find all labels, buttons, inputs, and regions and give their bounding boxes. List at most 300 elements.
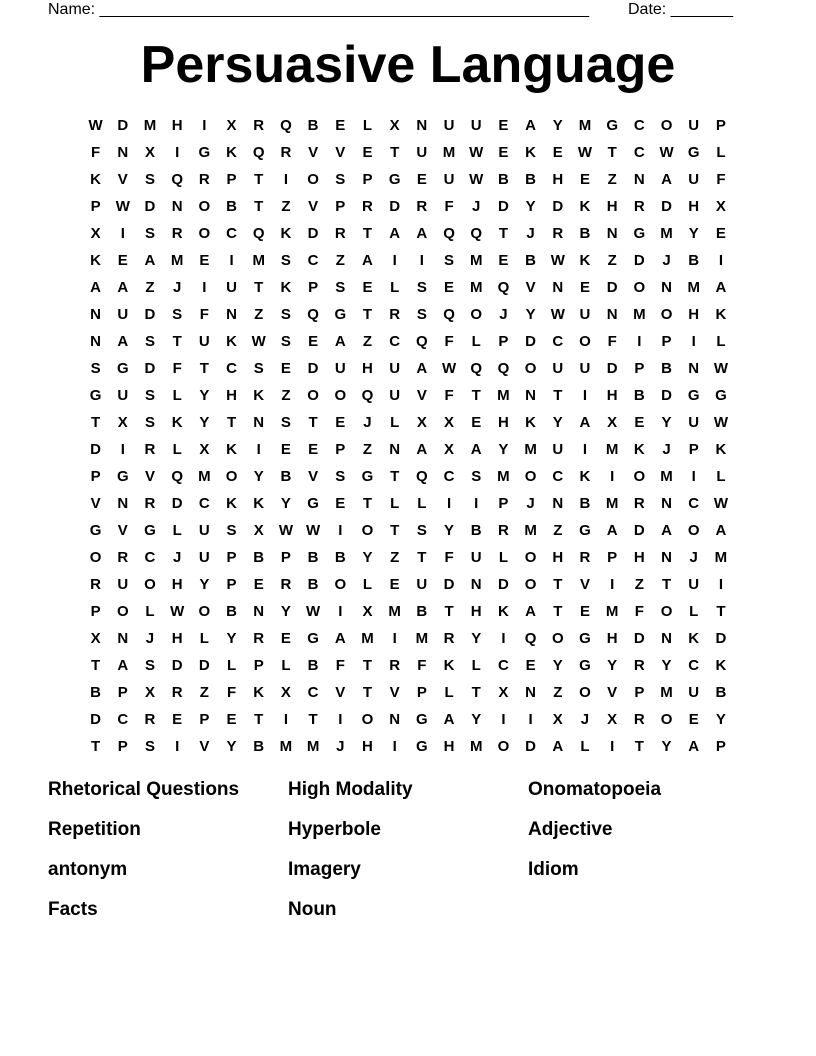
grid-letter: T [417,549,427,566]
grid-letter: D [633,252,645,269]
grid-letter: N [117,495,129,512]
grid-letter: N [606,306,618,323]
grid-letter: X [416,414,427,431]
grid-letter: P [117,738,128,755]
grid-letter: Y [498,441,509,458]
grid-letter: U [443,171,455,188]
grid-letter: J [145,630,155,647]
grid-letter: O [144,576,156,593]
grid-row [82,490,735,517]
date-field[interactable]: Date: _______ [628,1,733,18]
grid-letter: O [225,468,238,485]
grid-letter: J [172,279,182,296]
grid-letter: S [226,522,237,539]
grid-letter: D [307,360,319,377]
grid-letter: E [498,117,509,134]
grid-letter: F [444,549,454,566]
grid-letter: U [579,306,591,323]
grid-letter: G [307,630,319,647]
grid-letter: F [91,144,101,161]
grid-letter: R [144,441,156,458]
grid-letter: H [552,171,564,188]
grid-letter: O [361,522,374,539]
grid-letter: F [199,306,209,323]
grid-letter: V [335,144,346,161]
grid-letter: I [718,576,723,593]
grid-letter: T [254,171,264,188]
grid-letter: U [443,117,455,134]
grid-letter: G [633,225,646,242]
grid-letter: C [552,333,564,350]
grid-letter: C [552,468,564,485]
grid-letter: M [442,144,456,161]
grid-letter: F [444,387,454,404]
grid-letter: H [171,117,183,134]
grid-letter: K [633,441,645,458]
grid-letter: V [525,279,536,296]
grid-letter: M [170,252,184,269]
grid-letter: T [362,306,373,323]
grid-letter: T [308,414,318,431]
grid-letter: O [551,630,564,647]
grid-letter: V [144,468,155,485]
word-list-column-2 [288,778,413,938]
grid-letter: E [308,441,319,458]
grid-letter: D [171,495,183,512]
grid-letter: S [144,225,155,242]
grid-letter: T [444,603,454,620]
grid-letter: K [579,252,591,269]
grid-letter: N [90,333,102,350]
grid-letter: L [172,387,182,404]
grid-letter: Y [199,414,210,431]
grid-letter: D [606,279,618,296]
grid-letter: R [633,711,645,728]
grid-letter: I [392,738,397,755]
grid-row [82,463,735,490]
grid-letter: I [528,711,533,728]
grid-letter: H [470,603,482,620]
word-item: Facts [48,899,98,920]
grid-letter: H [171,630,183,647]
grid-letter: P [90,198,101,215]
grid-letter: E [471,414,482,431]
grid-letter: E [389,576,400,593]
grid-letter: U [688,117,700,134]
grid-letter: G [89,387,102,404]
grid-letter: B [661,360,672,377]
word-item: antonym [48,859,128,880]
grid-letter: O [660,306,673,323]
grid-letter: C [144,549,156,566]
grid-letter: B [470,522,482,539]
grid-row [82,220,735,247]
grid-letter: R [144,711,156,728]
grid-letter: K [226,441,237,458]
name-field[interactable]: Name: _______________________________________________________ [48,1,589,18]
grid-letter: B [579,225,591,242]
grid-letter: W [441,360,457,377]
grid-letter: Z [281,387,291,404]
grid-letter: C [198,495,210,512]
grid-letter: L [471,333,481,350]
grid-letter: P [90,468,101,485]
grid-letter: I [175,144,180,161]
grid-row [82,679,735,706]
grid-letter: P [226,171,237,188]
grid-letter: D [633,522,645,539]
grid-letter: Q [252,225,265,242]
grid-letter: T [471,684,481,701]
grid-letter: H [362,738,373,755]
grid-letter: I [392,252,397,269]
grid-letter: R [497,522,509,539]
grid-letter: T [661,576,672,593]
grid-letter: B [525,252,537,269]
grid-letter: B [307,549,319,566]
grid-letter: J [172,549,182,566]
grid-letter: A [606,522,618,539]
grid-letter: X [144,684,155,701]
grid-letter: J [526,225,535,242]
grid-letter: R [579,549,591,566]
grid-row [82,166,735,193]
grid-letter: F [417,657,427,674]
grid-letter: S [90,360,101,377]
grid-letter: M [497,387,510,404]
grid-letter: I [338,711,343,728]
grid-letter: F [335,657,345,674]
grid-letter: N [253,414,265,431]
grid-letter: R [334,225,346,242]
grid-letter: G [606,117,618,134]
grid-letter: A [334,630,346,647]
grid-letter: C [117,711,129,728]
grid-letter: A [416,360,428,377]
grid-letter: G [198,144,211,161]
grid-letter: N [226,306,237,323]
grid-letter: A [416,441,428,458]
grid-letter: G [89,522,102,539]
grid-letter: R [171,684,183,701]
grid-letter: E [335,117,346,134]
grid-letter: N [661,495,672,512]
grid-letter: W [306,603,321,620]
grid-letter: Y [525,306,536,323]
grid-letter: A [334,333,346,350]
grid-letter: L [281,657,291,674]
grid-letter: M [415,630,429,647]
grid-letter: Z [607,252,617,269]
grid-letter: T [254,711,264,728]
grid-letter: L [716,333,726,350]
word-item: Adjective [528,819,613,840]
grid-letter: E [226,711,237,728]
grid-letter: Y [199,387,210,404]
grid-letter: W [713,360,728,377]
grid-letter: P [362,171,373,188]
grid-row [82,706,735,733]
grid-letter: U [117,306,129,323]
word-item: Noun [288,899,337,920]
grid-letter: I [256,441,261,458]
grid-letter: W [713,495,728,512]
grid-letter: S [335,468,346,485]
grid-letter: C [497,657,509,674]
grid-letter: O [524,360,537,377]
grid-letter: K [90,171,102,188]
grid-letter: O [307,387,319,404]
grid-letter: G [579,522,591,539]
grid-letter: U [688,684,700,701]
grid-letter: T [607,144,617,161]
grid-letter: T [362,495,373,512]
grid-letter: M [388,603,401,620]
grid-letter: R [416,198,428,215]
grid-letter: P [253,657,264,674]
grid-letter: J [689,549,698,566]
grid-letter: T [634,738,644,755]
grid-letter: A [389,225,401,242]
grid-letter: A [661,522,672,539]
grid-letter: K [525,144,537,161]
grid-letter: E [579,171,590,188]
grid-letter: B [253,549,265,566]
grid-letter: E [280,441,291,458]
grid-letter: Y [280,603,291,620]
grid-letter: G [388,171,401,188]
grid-letter: K [579,468,591,485]
grid-letter: W [550,306,565,323]
grid-letter: N [117,144,129,161]
grid-letter: M [660,684,673,701]
grid-letter: I [338,522,343,539]
grid-letter: M [660,468,673,485]
grid-letter: Q [416,333,428,350]
grid-letter: O [660,603,673,620]
grid-letter: Z [335,252,345,269]
grid-letter: V [416,387,427,404]
grid-row [82,355,735,382]
grid-letter: V [199,738,210,755]
grid-letter: Q [470,360,483,377]
grid-letter: T [91,414,101,431]
grid-letter: K [226,495,237,512]
grid-letter: T [362,657,373,674]
grid-letter: Y [661,414,672,431]
grid-letter: Q [416,468,428,485]
grid-letter: I [338,603,343,620]
grid-letter: Z [254,306,264,323]
grid-letter: S [335,171,346,188]
grid-letter: D [633,630,645,647]
grid-letter: T [172,333,182,350]
grid-letter: P [226,549,237,566]
grid-letter: M [279,738,293,755]
grid-letter: M [143,117,157,134]
grid-letter: R [253,630,265,647]
grid-letter: J [363,414,372,431]
grid-letter: K [253,495,265,512]
grid-letter: Q [252,144,265,161]
grid-letter: E [117,252,128,269]
grid-letter: L [716,144,726,161]
grid-letter: U [416,576,428,593]
grid-letter: E [552,144,563,161]
grid-letter: Q [307,306,319,323]
grid-letter: Y [715,711,726,728]
grid-letter: D [497,198,509,215]
grid-letter: O [660,117,673,134]
grid-letter: B [253,738,265,755]
grid-letter: U [389,360,401,377]
grid-letter: R [280,144,292,161]
grid-letter: D [525,738,537,755]
grid-letter: M [605,603,619,620]
grid-letter: O [579,684,591,701]
grid-letter: D [144,306,156,323]
grid-letter: O [198,225,211,242]
grid-letter: B [688,252,700,269]
grid-letter: W [550,252,565,269]
grid-letter: W [278,522,293,539]
grid-letter: I [610,738,615,755]
grid-row [82,598,735,625]
grid-letter: M [660,225,673,242]
grid-letter: C [633,144,645,161]
grid-letter: D [198,657,210,674]
grid-letter: X [90,225,101,242]
page-title: Persuasive Language [140,36,676,94]
grid-letter: A [416,225,428,242]
grid-letter: U [117,576,129,593]
grid-letter: Q [470,225,483,242]
grid-letter: U [688,171,700,188]
grid-letter: L [444,684,454,701]
grid-letter: I [501,630,506,647]
grid-letter: X [444,414,455,431]
grid-letter: W [659,144,674,161]
grid-letter: D [171,657,183,674]
grid-letter: L [580,738,590,755]
grid-letter: N [552,495,564,512]
grid-letter: U [470,117,482,134]
grid-letter: N [389,711,401,728]
grid-letter: L [716,468,726,485]
grid-letter: E [362,279,373,296]
grid-letter: Q [361,387,374,404]
grid-letter: E [335,495,346,512]
grid-letter: O [524,549,537,566]
grid-letter: I [718,252,723,269]
grid-letter: P [498,333,509,350]
grid-letter: T [226,414,237,431]
grid-letter: S [416,279,427,296]
grid-letter: G [116,360,129,377]
grid-letter: H [633,549,645,566]
grid-letter: E [308,333,319,350]
grid-letter: R [633,198,645,215]
grid-letter: P [117,684,128,701]
grid-letter: B [307,657,319,674]
grid-letter: N [253,603,265,620]
grid-letter: J [526,495,535,512]
grid-letter: O [660,711,673,728]
grid-letter: A [525,603,537,620]
grid-letter: U [117,387,129,404]
grid-letter: O [198,198,211,215]
grid-letter: M [497,468,510,485]
grid-letter: X [226,117,237,134]
grid-letter: I [392,630,397,647]
grid-letter: U [552,441,564,458]
grid-letter: P [280,549,291,566]
grid-letter: S [144,738,155,755]
grid-letter: K [280,279,292,296]
grid-letter: H [226,387,237,404]
grid-letter: T [471,387,481,404]
grid-letter: T [254,198,264,215]
grid-row [82,193,735,220]
grid-letter: S [144,387,155,404]
grid-letter: A [579,414,591,431]
grid-letter: R [90,576,102,593]
grid-letter: Y [607,657,618,674]
grid-letter: K [226,144,237,161]
grid-letter: Z [362,441,373,458]
grid-letter: P [634,360,645,377]
grid-letter: I [175,738,180,755]
grid-letter: C [633,117,645,134]
grid-letter: G [361,468,374,485]
grid-letter: U [389,387,401,404]
grid-letter: K [226,333,237,350]
grid-row [82,301,735,328]
grid-row [82,436,735,463]
grid-letter: B [226,198,237,215]
grid-letter: X [498,684,509,701]
grid-letter: O [497,738,510,755]
grid-letter: C [307,684,319,701]
grid-letter: D [661,198,672,215]
grid-letter: I [691,333,696,350]
grid-letter: E [362,144,373,161]
grid-letter: T [553,387,563,404]
grid-letter: T [362,684,373,701]
grid-letter: R [253,117,265,134]
grid-letter: B [633,387,645,404]
grid-letter: K [715,441,727,458]
grid-letter: Q [171,171,183,188]
grid-letter: J [499,306,508,323]
grid-letter: G [416,738,428,755]
grid-letter: H [688,306,700,323]
grid-letter: H [606,630,618,647]
grid-row [82,112,735,139]
grid-letter: Y [362,549,373,566]
grid-letter: G [579,630,591,647]
grid-letter: K [443,657,455,674]
grid-letter: E [253,576,264,593]
grid-letter: X [253,522,264,539]
grid-letter: M [306,738,320,755]
grid-letter: H [497,414,509,431]
grid-letter: B [226,603,237,620]
grid-letter: A [362,252,373,269]
grid-letter: S [144,657,155,674]
grid-letter: S [280,252,291,269]
grid-letter: O [633,468,646,485]
